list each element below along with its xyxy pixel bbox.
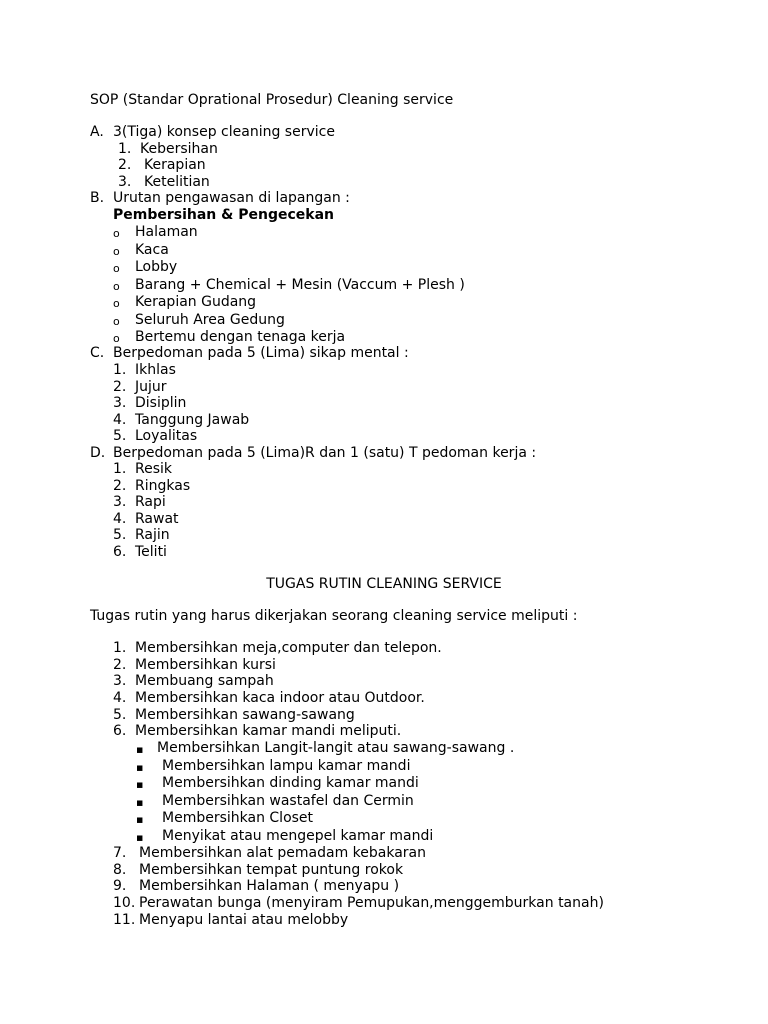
- list-item: Membersihkan tempat puntung rokok: [139, 862, 404, 878]
- list-item: Membersihkan kaca indoor atau Outdoor.: [135, 690, 425, 706]
- list-item-number: 2.: [113, 657, 127, 673]
- list-item: Membersihkan alat pemadam kebakaran: [139, 845, 426, 861]
- list-item-number: 1.: [113, 640, 127, 656]
- bullet-icon: o: [113, 280, 120, 293]
- section-c-heading: Berpedoman pada 5 (Lima) sikap mental :: [113, 345, 409, 361]
- list-item: Ringkas: [135, 478, 191, 494]
- bullet-icon: ▪: [136, 761, 144, 774]
- list-item-number: 1.: [118, 141, 132, 157]
- list-item: Membersihkan kamar mandi meliputi.: [135, 723, 402, 739]
- section-d-marker: D.: [90, 445, 106, 461]
- intro-text: Tugas rutin yang harus dikerjakan seorang cleaning service meliputi :: [90, 608, 578, 624]
- list-item: Jujur: [135, 379, 167, 395]
- list-item: Membersihkan kursi: [135, 657, 276, 673]
- bullet-icon: o: [113, 245, 120, 258]
- list-item-number: 7.: [113, 845, 127, 861]
- list-item: Membersihkan Langit-langit atau sawang-sawang .: [157, 740, 515, 756]
- list-item: Tanggung Jawab: [135, 412, 250, 428]
- list-item-number: 8.: [113, 862, 127, 878]
- list-item-number: 4.: [113, 412, 127, 428]
- list-item-number: 1.: [113, 362, 127, 378]
- list-item: Bertemu dengan tenaga kerja: [135, 329, 346, 345]
- list-item: Kaca: [135, 242, 169, 258]
- list-item: Barang + Chemical + Mesin (Vaccum + Plesh ): [135, 277, 465, 293]
- section-a-marker: A.: [90, 124, 104, 140]
- list-item-number: 3.: [113, 395, 127, 411]
- section-b-heading: Urutan pengawasan di lapangan :: [113, 190, 350, 206]
- list-item-number: 3.: [113, 494, 127, 510]
- list-item: Rajin: [135, 527, 170, 543]
- list-item-number: 5.: [113, 707, 127, 723]
- list-item: Membersihkan wastafel dan Cermin: [162, 793, 414, 809]
- bullet-icon: o: [113, 297, 120, 310]
- list-item: Disiplin: [135, 395, 187, 411]
- list-item: Lobby: [135, 259, 178, 275]
- bullet-icon: o: [113, 227, 120, 240]
- section-heading: TUGAS RUTIN CLEANING SERVICE: [266, 576, 502, 592]
- list-item-number: 10.: [113, 895, 136, 911]
- list-item: Menyikat atau mengepel kamar mandi: [162, 828, 434, 844]
- list-item: Rawat: [135, 511, 179, 527]
- list-item: Kebersihan: [140, 141, 218, 157]
- list-item-number: 6.: [113, 723, 127, 739]
- list-item-number: 1.: [113, 461, 127, 477]
- list-item: Membuang sampah: [135, 673, 274, 689]
- list-item: Seluruh Area Gedung: [135, 312, 285, 328]
- list-item-number: 11.: [113, 912, 136, 928]
- section-a-heading: 3(Tiga) konsep cleaning service: [113, 124, 335, 140]
- list-item: Ketelitian: [144, 174, 210, 190]
- list-item: Perawatan bunga (menyiram Pemupukan,menggemburkan tanah): [139, 895, 604, 911]
- bullet-icon: ▪: [136, 743, 144, 756]
- list-item: Halaman: [135, 224, 198, 240]
- bullet-icon: ▪: [136, 831, 144, 844]
- list-item-number: 2.: [113, 478, 127, 494]
- list-item: Membersihkan sawang-sawang: [135, 707, 355, 723]
- bullet-icon: ▪: [136, 778, 144, 791]
- bullet-icon: ▪: [136, 796, 144, 809]
- list-item-number: 3.: [118, 174, 132, 190]
- list-item: Ikhlas: [135, 362, 176, 378]
- list-item-number: 5.: [113, 428, 127, 444]
- list-item: Membersihkan Halaman ( menyapu ): [139, 878, 400, 894]
- bullet-icon: o: [113, 332, 120, 345]
- page-title: SOP (Standar Oprational Prosedur) Cleaning service: [90, 92, 454, 108]
- list-item: Kerapian Gudang: [135, 294, 257, 310]
- list-item: Membersihkan Closet: [162, 810, 314, 826]
- list-item: Membersihkan dinding kamar mandi: [162, 775, 419, 791]
- list-item: Membersihkan lampu kamar mandi: [162, 758, 411, 774]
- list-item: Rapi: [135, 494, 166, 510]
- list-item: Menyapu lantai atau melobby: [139, 912, 349, 928]
- list-item: Membersihkan meja,computer dan telepon.: [135, 640, 442, 656]
- bullet-icon: ▪: [136, 813, 144, 826]
- list-item-number: 5.: [113, 527, 127, 543]
- list-item-number: 4.: [113, 511, 127, 527]
- list-item: Kerapian: [144, 157, 206, 173]
- section-b-subheading: Pembersihan & Pengecekan: [113, 207, 334, 223]
- list-item-number: 6.: [113, 544, 127, 560]
- list-item: Loyalitas: [135, 428, 198, 444]
- list-item-number: 2.: [113, 379, 127, 395]
- list-item-number: 9.: [113, 878, 127, 894]
- list-item-number: 3.: [113, 673, 127, 689]
- bullet-icon: o: [113, 315, 120, 328]
- section-c-marker: C.: [90, 345, 105, 361]
- list-item: Resik: [135, 461, 173, 477]
- list-item: Teliti: [135, 544, 167, 560]
- list-item-number: 2.: [118, 157, 132, 173]
- section-b-marker: B.: [90, 190, 105, 206]
- list-item-number: 4.: [113, 690, 127, 706]
- section-d-heading: Berpedoman pada 5 (Lima)R dan 1 (satu) T pedoman kerja :: [113, 445, 537, 461]
- bullet-icon: o: [113, 262, 120, 275]
